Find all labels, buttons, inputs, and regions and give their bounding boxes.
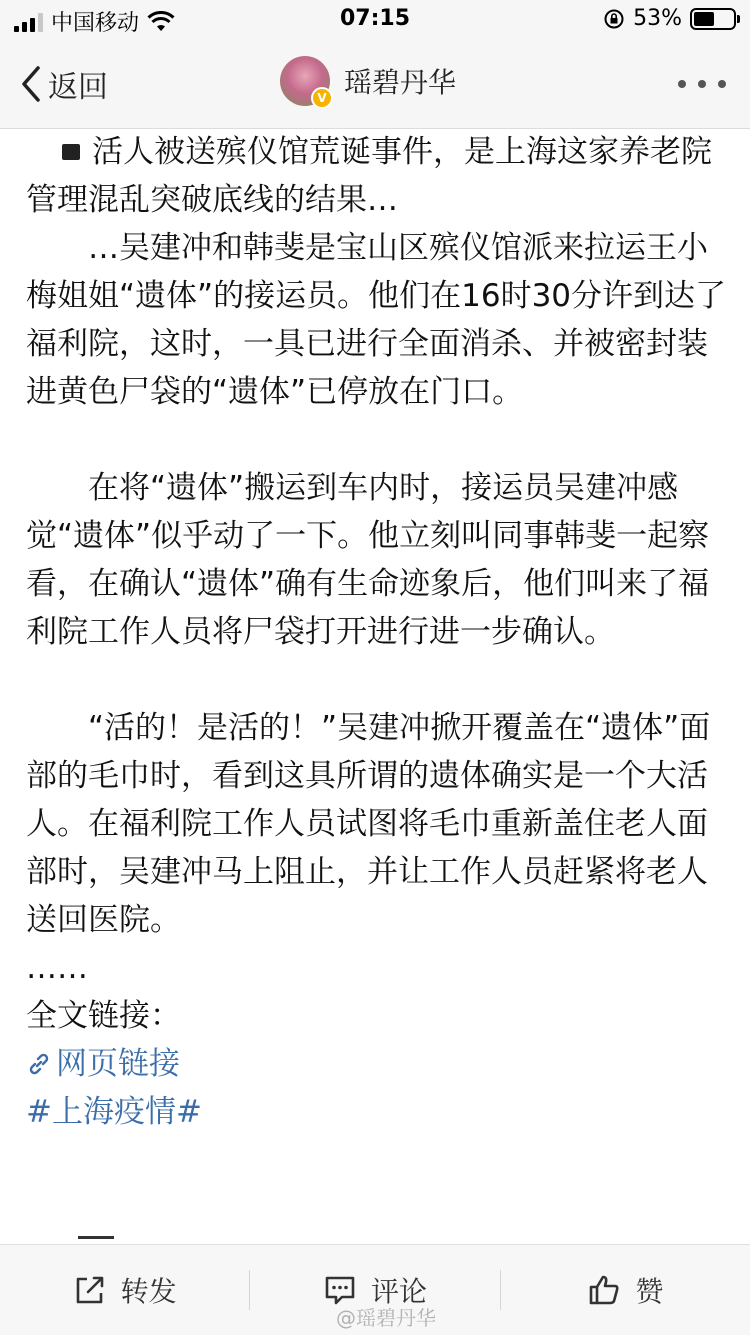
like-button[interactable] — [501, 1270, 750, 1310]
status-right — [603, 6, 736, 31]
verified-badge-icon: V — [311, 87, 333, 109]
link-icon — [26, 1051, 52, 1077]
thumbs-up-icon — [587, 1273, 621, 1307]
watermark-text: @瑶碧丹华 — [336, 1306, 436, 1330]
repost-icon — [73, 1273, 107, 1307]
ellipsis-text: …… — [26, 950, 88, 986]
repost-button[interactable] — [0, 1270, 249, 1310]
article-body — [26, 128, 726, 1136]
back-label: 返回 — [48, 70, 108, 105]
repost-label: 转发 — [120, 1275, 177, 1308]
web-link-text[interactable]: 网页链接 — [56, 1046, 180, 1082]
comment-label: 评论 — [370, 1275, 427, 1308]
paragraph-1 — [26, 128, 726, 224]
paragraph-1-text: 活人被送殡仪馆荒诞事件，是上海这家养老院管理混乱突破底线的结果… — [26, 134, 712, 218]
battery-percent: 53% — [633, 6, 682, 31]
nav-title: 瑶碧丹华 — [344, 66, 457, 99]
back-button[interactable] — [20, 62, 108, 106]
status-bar — [0, 0, 750, 42]
square-bullet-icon — [62, 144, 80, 160]
nav-bar — [0, 42, 750, 129]
nav-profile[interactable] — [280, 56, 456, 106]
chevron-left-icon — [20, 64, 42, 104]
web-link[interactable] — [26, 1040, 726, 1088]
paragraph-4: “活的！是活的！”吴建冲掀开覆盖在“遗体”面部的毛巾时，看到这具所谓的遗体确实是一个大活人。在福利院工作人员试图将毛巾重新盖住老人面部时，吴建冲马上阻止，并让工作人员赶紧将老人送回医院。 — [26, 710, 711, 938]
battery-icon — [690, 8, 736, 30]
full-text-label: 全文链接： — [26, 998, 181, 1034]
like-label: 赞 — [635, 1275, 664, 1308]
paragraph-2: …吴建冲和韩斐是宝山区殡仪馆派来拉运王小梅姐姐“遗体”的接运员。他们在16时30分许到达了福利院，这时，一具已进行全面消杀、并被密封装进黄色尸袋的“遗体”已停放在门口。 — [26, 230, 727, 410]
more-dots-icon[interactable] — [678, 80, 726, 88]
hashtag-link[interactable]: #上海疫情# — [26, 1094, 202, 1130]
status-time: 07:15 — [339, 6, 411, 31]
carrier-label: 中国移动 — [51, 11, 140, 36]
paragraph-3: 在将“遗体”搬运到车内时，接运员吴建冲感觉“遗体”似乎动了一下。他立刻叫同事韩斐一起察看，在确认“遗体”确有生命迹象后，他们叫来了福利院工作人员将尸袋打开进行进一步确认。 — [26, 470, 710, 650]
avatar[interactable] — [280, 56, 330, 106]
rotation-lock-icon — [603, 8, 625, 30]
